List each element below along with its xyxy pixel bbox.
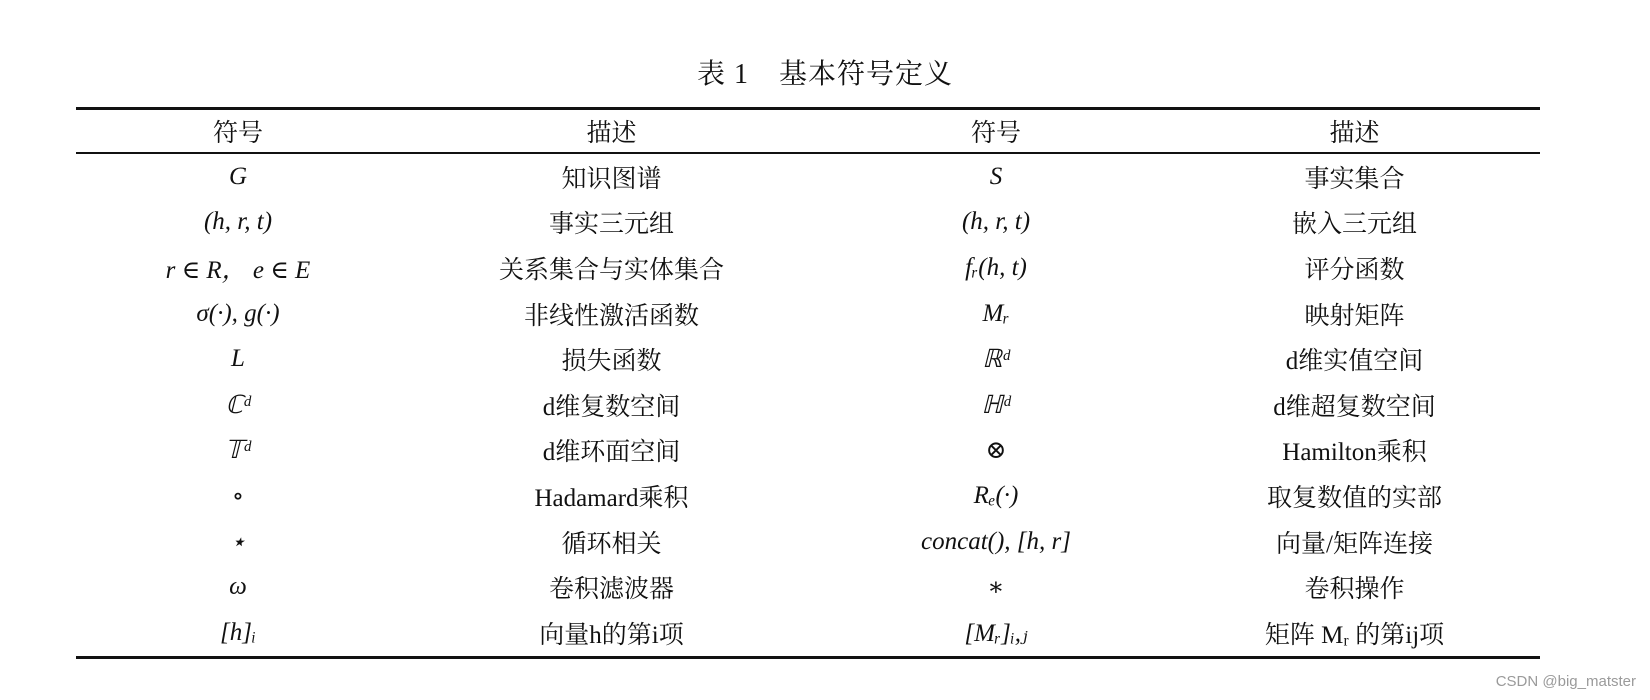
symbol-cell-right: ∗ [987, 574, 1005, 602]
table-row [76, 428, 1540, 474]
watermark: CSDN @big_matster [1495, 673, 1636, 690]
description-cell-right: d维实值空间 [1285, 348, 1424, 376]
symbol-cell-left: 𝕋ᵈ [225, 437, 251, 465]
header-description-left: 描述 [586, 120, 637, 147]
symbol-cell-right: fᵣ(h, t) [965, 253, 1027, 281]
table-row [76, 382, 1540, 428]
symbol-cell-left: L [231, 345, 245, 373]
symbol-cell-left: σ(·), g(·) [196, 299, 280, 327]
description-cell-left: Hadamard乘积 [534, 484, 689, 512]
description-cell-left: 循环相关 [561, 530, 662, 558]
symbol-cell-right: Mᵣ [982, 299, 1010, 327]
table-row [76, 519, 1540, 565]
symbol-cell-left: ⋆ [230, 528, 246, 556]
symbol-cell-right: ℍᵈ [981, 391, 1011, 419]
description-cell-right: 矩阵 Mᵣ 的第ij项 [1264, 621, 1445, 649]
symbol-cell-right: concat(), [h, r] [921, 527, 1071, 555]
symbol-cell-left: r ∈ R， e ∈ E [165, 256, 311, 284]
description-cell-right: 取复数值的实部 [1266, 484, 1442, 512]
description-cell-right: 嵌入三元组 [1291, 211, 1417, 239]
description-cell-right: 事实集合 [1304, 165, 1405, 193]
description-cell-left: 卷积滤波器 [548, 576, 674, 604]
table-number: 表 1 [696, 59, 749, 90]
symbol-cell-left: ℂᵈ [225, 391, 251, 419]
table-title: 基本符号定义 [779, 59, 954, 90]
table-row [76, 564, 1540, 610]
description-cell-left: 向量h的第i项 [539, 621, 684, 649]
symbol-cell-right: ⊗ [985, 437, 1007, 465]
symbol-table-container [76, 107, 1540, 659]
symbol-cell-left: ∘ [231, 482, 245, 510]
table-row [76, 336, 1540, 382]
symbol-cell-right: [Mᵣ]ᵢ,ⱼ [964, 619, 1028, 647]
table-row [76, 200, 1540, 246]
header-symbol-right: 符号 [970, 120, 1021, 147]
table-row [76, 473, 1540, 519]
symbol-cell-right: Rₑ(·) [973, 481, 1019, 509]
header-symbol-left: 符号 [212, 120, 263, 147]
description-cell-left: d维复数空间 [542, 393, 681, 421]
description-cell-left: 损失函数 [561, 348, 662, 376]
description-cell-left: 关系集合与实体集合 [498, 256, 724, 284]
description-cell-left: d维环面空间 [542, 439, 681, 467]
description-cell-left: 非线性激活函数 [523, 302, 699, 330]
table-row [76, 245, 1540, 291]
description-cell-right: 评分函数 [1304, 256, 1405, 284]
table-row [76, 153, 1540, 200]
description-cell-right: 卷积操作 [1304, 576, 1405, 604]
table-header-row [76, 109, 1540, 154]
symbol-definition-table [76, 107, 1540, 659]
symbol-cell-right: (h, r, t) [961, 208, 1031, 236]
symbol-cell-right: ℝᵈ [982, 346, 1010, 374]
symbol-cell-left: [h]ᵢ [220, 618, 256, 646]
symbol-cell-left: G [228, 162, 248, 190]
table-row [76, 610, 1540, 657]
description-cell-left: 事实三元组 [548, 211, 674, 239]
description-cell-right: Hamilton乘积 [1282, 439, 1427, 467]
symbol-cell-left: ω [229, 573, 247, 601]
table-caption [0, 52, 1650, 92]
description-cell-right: d维超复数空间 [1273, 393, 1436, 421]
description-cell-right: 向量/矩阵连接 [1276, 530, 1433, 558]
description-cell-left: 知识图谱 [561, 165, 662, 193]
header-description-right: 描述 [1329, 120, 1380, 147]
table-row [76, 291, 1540, 337]
symbol-cell-right: S [989, 162, 1003, 190]
description-cell-right: 映射矩阵 [1304, 302, 1405, 330]
symbol-cell-left: (h, r, t) [203, 208, 273, 236]
